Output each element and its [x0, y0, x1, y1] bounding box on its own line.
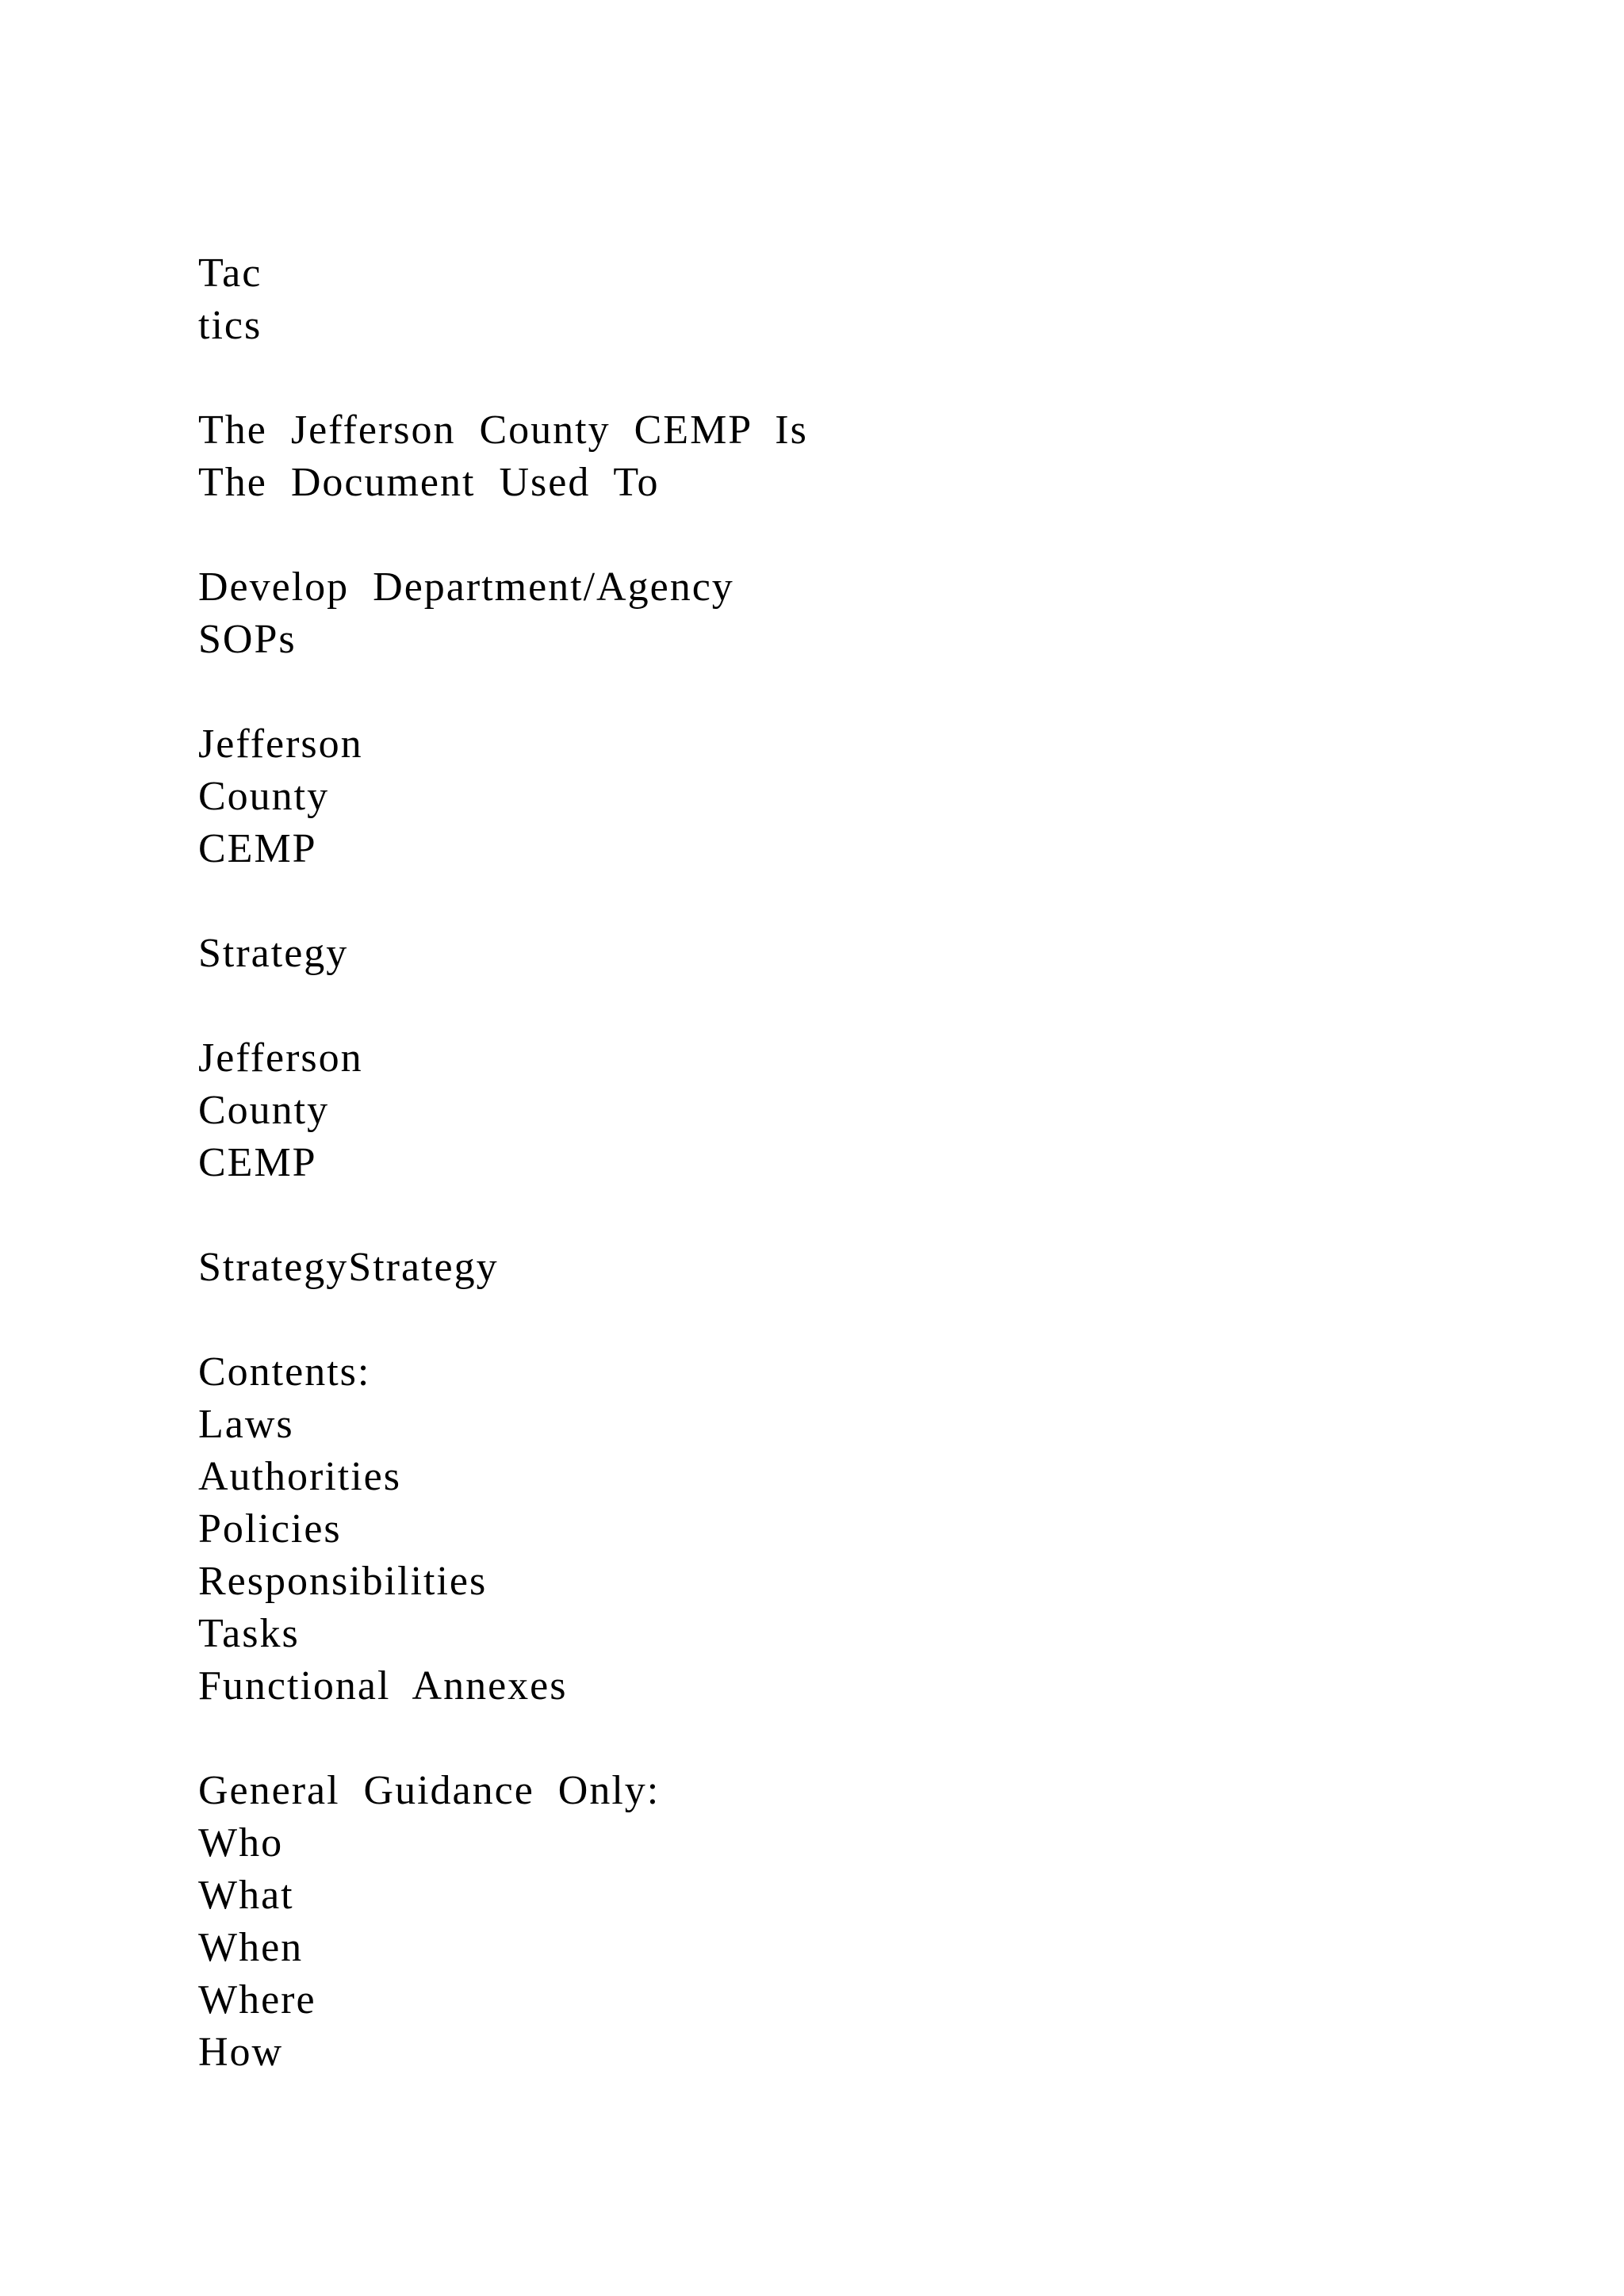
text-line: tics — [198, 303, 262, 348]
list-item: Laws — [198, 1402, 294, 1447]
list-heading: General Guidance Only: — [198, 1768, 661, 1813]
label-strategy-strategy — [198, 1242, 1546, 1294]
list-item: Tasks — [198, 1611, 300, 1656]
text-line: Develop Department/Agency — [198, 564, 734, 610]
document-body — [198, 247, 1546, 2131]
list-item: Functional Annexes — [198, 1663, 568, 1709]
text-line: Jefferson — [198, 721, 363, 767]
list-item: Authorities — [198, 1454, 401, 1499]
heading-block-tactics — [198, 247, 1546, 352]
text-line: Tac — [198, 251, 262, 296]
list-item: Who — [198, 1820, 284, 1866]
text-line: Strategy — [198, 931, 349, 976]
text-line: StrategyStrategy — [198, 1245, 499, 1290]
list-heading: Contents: — [198, 1349, 371, 1395]
label-jefferson-county-cemp-2 — [198, 1032, 1546, 1189]
text-line: SOPs — [198, 617, 297, 662]
text-line: The Document Used To — [198, 460, 660, 505]
list-item: When — [198, 1925, 304, 1970]
paragraph-develop-sops — [198, 561, 1546, 666]
text-line: CEMP — [198, 1140, 317, 1185]
list-item: What — [198, 1873, 294, 1918]
list-item: Where — [198, 1977, 316, 2022]
text-line: Jefferson — [198, 1035, 363, 1081]
paragraph-cemp-document — [198, 404, 1546, 509]
text-line: County — [198, 774, 330, 819]
label-jefferson-county-cemp — [198, 718, 1546, 875]
list-item: Policies — [198, 1506, 342, 1552]
text-line: County — [198, 1088, 330, 1133]
label-strategy — [198, 928, 1546, 980]
list-item: Responsibilities — [198, 1559, 488, 1604]
text-line: CEMP — [198, 826, 317, 871]
general-guidance-list — [198, 1765, 1546, 2079]
contents-list — [198, 1346, 1546, 1712]
list-item: How — [198, 2030, 284, 2075]
text-line: The Jefferson County CEMP Is — [198, 408, 808, 453]
